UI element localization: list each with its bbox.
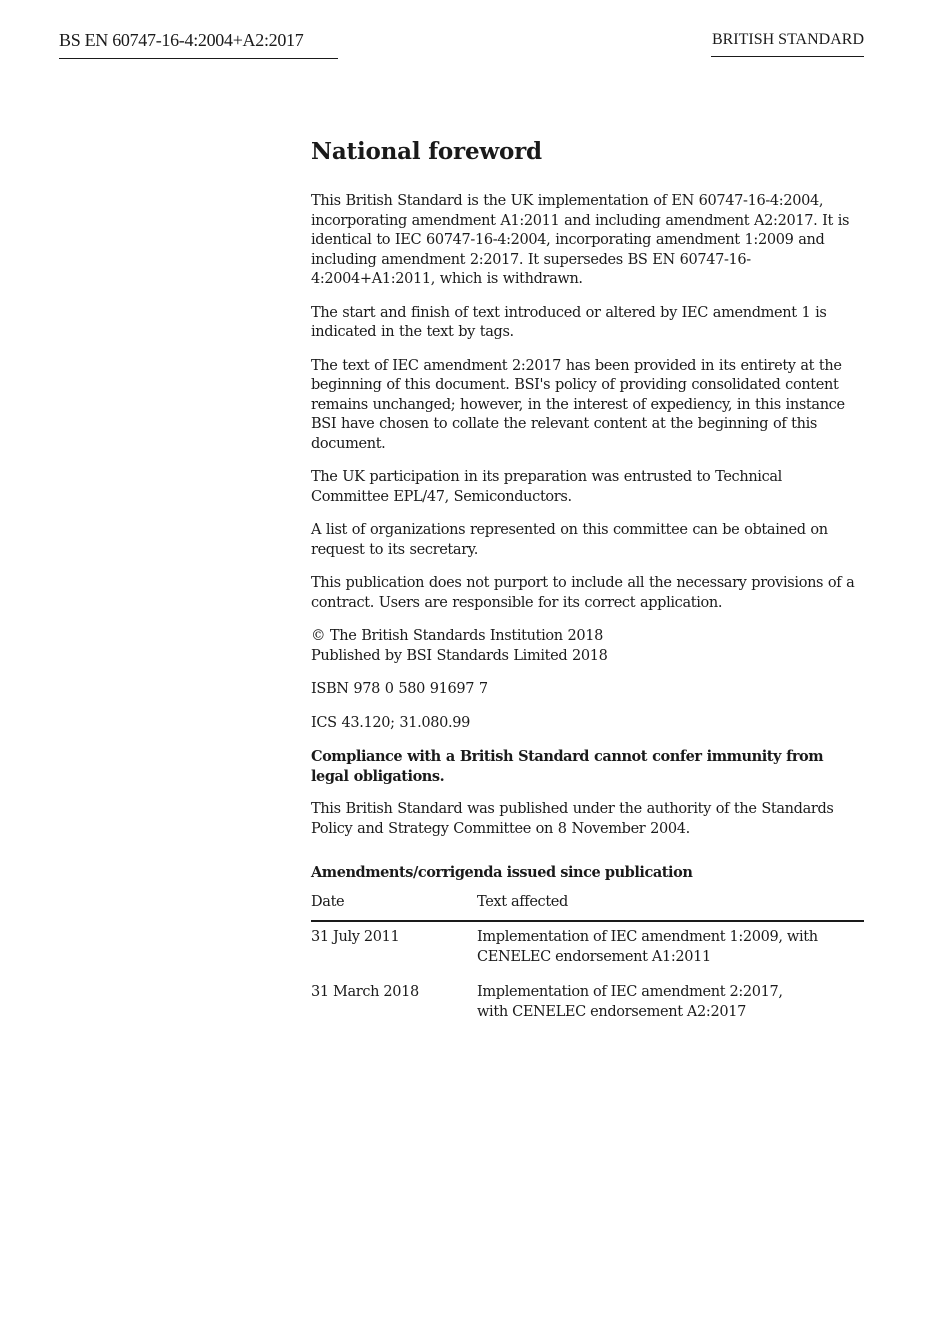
- amendment-date: 31 July 2011: [311, 929, 400, 945]
- table-row: [311, 977, 864, 1032]
- paragraph-implementation: This British Standard is the UK implementation of EN 60747-16-4:2004, incorporating amendment A1:2011 and including amendment A2:2017. It is identical to IEC 60747-16-4:2004, incorporating amendment 1:2009 and including amendment 2:2017. It supersedes BS EN 60747-16-4:2004+A1:2011, which is withdrawn.: [311, 193, 850, 287]
- isbn: ISBN 978 0 580 91697 7: [311, 681, 488, 697]
- paragraph-disclaimer: This publication does not purport to include all the necessary provisions of a contract. Users are responsible for its correct application.: [311, 575, 855, 611]
- column-header-date: Date: [311, 891, 477, 922]
- table-header-row: [311, 891, 864, 922]
- copyright-line: © The British Standards Institution 2018: [311, 628, 604, 644]
- copyright-block: [311, 627, 864, 666]
- amendment-text: [477, 977, 864, 1032]
- paragraph-amendment-2: The text of IEC amendment 2:2017 has been provided in its entirety at the beginning of this document. BSI's policy of providing consolidated content remains unchanged; however, in the interest of expediency, in this instance BSI have chosen to collate the relevant content at the beginning of this document.: [311, 357, 845, 452]
- amendment-text-line: with CENELEC endorsement A2:2017: [477, 1003, 746, 1020]
- paragraph-amendment-tags: The start and finish of text introduced or altered by IEC amendment 1 is indicated in the text by tags.: [311, 304, 827, 340]
- paragraph-organizations: A list of organizations represented on this committee can be obtained on request to its secretary.: [311, 522, 828, 558]
- amendment-text: [477, 921, 864, 977]
- amendment-text-line: CENELEC endorsement A1:2011: [477, 948, 711, 965]
- amendment-date: 31 March 2018: [311, 984, 419, 1000]
- national-foreword-section: [311, 136, 864, 1032]
- standard-number: BS EN 60747-16-4:2004+A2:2017: [59, 30, 338, 59]
- amendment-text-line: Implementation of IEC amendment 1:2009, with: [477, 929, 818, 945]
- ics: ICS 43.120; 31.080.99: [311, 714, 471, 731]
- compliance-notice: Compliance with a British Standard cannot confer immunity from legal obligations.: [311, 748, 824, 785]
- authority-statement: This British Standard was published under the authority of the Standards Policy and Strategy Committee on 8 November 2004.: [311, 801, 834, 837]
- publisher-line: Published by BSI Standards Limited 2018: [311, 647, 608, 664]
- paragraph-committee: The UK participation in its preparation was entrusted to Technical Committee EPL/47, Semiconductors.: [311, 469, 782, 505]
- amendments-heading: Amendments/corrigenda issued since publication: [311, 864, 693, 881]
- table-row: [311, 921, 864, 977]
- amendment-text-line: Implementation of IEC amendment 2:2017,: [477, 984, 783, 1000]
- standard-type-label: BRITISH STANDARD: [711, 31, 864, 57]
- column-header-text-affected: Text affected: [477, 891, 864, 922]
- page-title: National foreword: [311, 138, 542, 165]
- amendments-table: [311, 891, 864, 1033]
